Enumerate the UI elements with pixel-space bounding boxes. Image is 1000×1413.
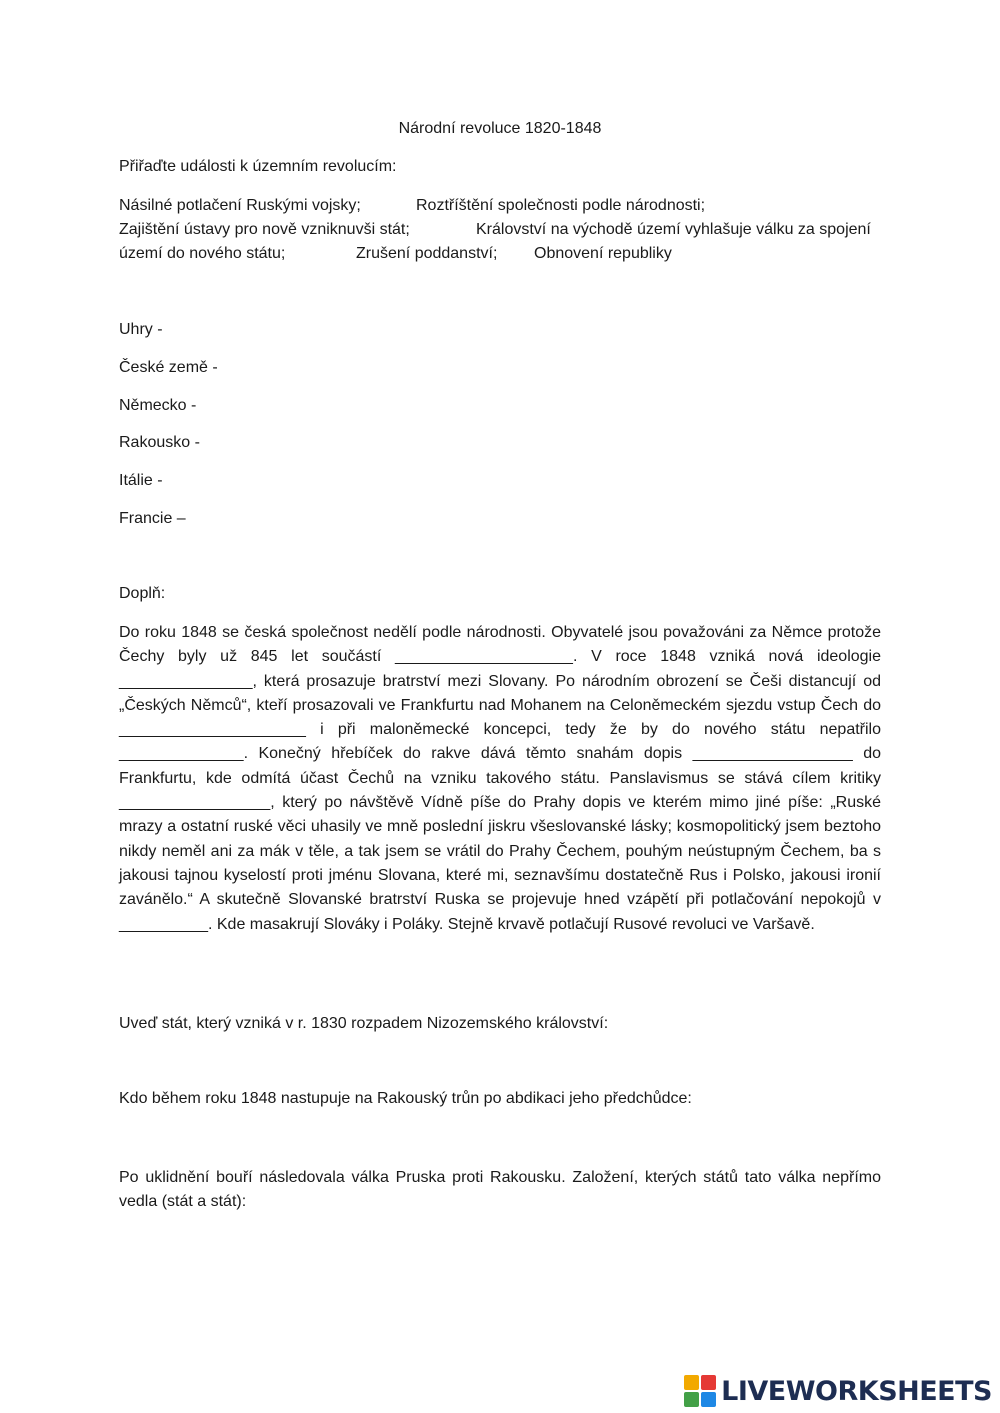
event-5: Zrušení poddanství; xyxy=(356,245,498,262)
instruction: Přiřaďte události k územním revolucím: xyxy=(119,158,397,175)
region-italie: Itálie - xyxy=(119,472,163,489)
region-rakousko: Rakousko - xyxy=(119,434,200,451)
liveworksheets-watermark xyxy=(683,1373,992,1409)
region-francie: Francie – xyxy=(119,510,186,527)
region-uhry: Uhry - xyxy=(119,321,163,338)
region-ceske-zeme: České země - xyxy=(119,359,218,376)
question-1: Uveď stát, který vzniká v r. 1830 rozpadem Nizozemského království: xyxy=(119,1015,609,1032)
fill-heading: Doplň: xyxy=(119,585,166,602)
question-2: Kdo během roku 1848 nastupuje na Rakouský trůn po abdikaci jeho předchůdce: xyxy=(119,1090,692,1107)
page-title: Národní revoluce 1820-1848 xyxy=(398,120,602,137)
event-4-continued: území do nového státu; xyxy=(119,245,286,262)
event-3: Zajištění ústavy pro nově vzniknuvši stát; xyxy=(119,221,410,238)
liveworksheets-logo-icon xyxy=(683,1374,717,1408)
question-3: Po uklidnění bouří následovala válka Pruska proti Rakousku. Založení, kterých států tato válka nepřímo vedla (stát a stát): xyxy=(119,1169,881,1211)
event-4: Království na východě území vyhlašuje válku za spojení xyxy=(476,221,871,238)
event-6: Obnovení republiky xyxy=(534,245,672,262)
event-1: Násilné potlačení Ruskými vojsky; xyxy=(119,197,361,214)
region-nemecko: Německo - xyxy=(119,397,197,414)
fill-paragraph: Do roku 1848 se česká společnost nedělí podle národnosti. Obyvatelé jsou považováni za Němce protože Čechy byly už 845 let součástí ____________________. V roce 1848 vzniká nová ideologie _______________, která prosazuje bratrství mezi Slovany. Po národním obrození se Češi distancují od „Českých Němců“, kteří prosazovali ve Frankfurtu nad Mohanem na Celoněmeckém sjezdu vstup Čech do _____________________ i při maloněmecké koncepci, tedy že by do nového státu nepatřilo ______________. Konečný hřebíček do rakve dává těmto snahám dopis __________________ do Frankfurtu, kde odmítá účast Čechů na vzniku takového státu. Panslavismus se stává cílem kritiky _________________, který po návštěvě Vídně píše do Prahy dopis ve kterém mimo jiné píše: „Ruské mrazy a ostatní ruské věci uhasily ve mně poslední jiskru všeslovanské lásky; kosmopolitický jsem beztoho nikdy neměl ani za mák v těle, a tak jsem se vrátil do Prahy Čechem, pouhým neústupným Čechem, ba s jakousi tajnou kyselostí proti jménu Slovana, které mi, seznavšímu dostatečně Rus i Polsko, jakousi ironií zavánělo.“ A skutečně Slovanské bratrství Ruska se projevuje hned vzápětí při potlačování nepokojů v __________. Kde masakrují Slováky i Poláky. Stejně krvavě potlačují Rusové revoluci ve Varšavě. xyxy=(119,624,881,933)
watermark-text: LIVEWORKSHEETS xyxy=(721,1375,992,1407)
event-2: Roztříštění společnosti podle národnosti; xyxy=(416,197,706,214)
events-list xyxy=(0,0,1000,270)
